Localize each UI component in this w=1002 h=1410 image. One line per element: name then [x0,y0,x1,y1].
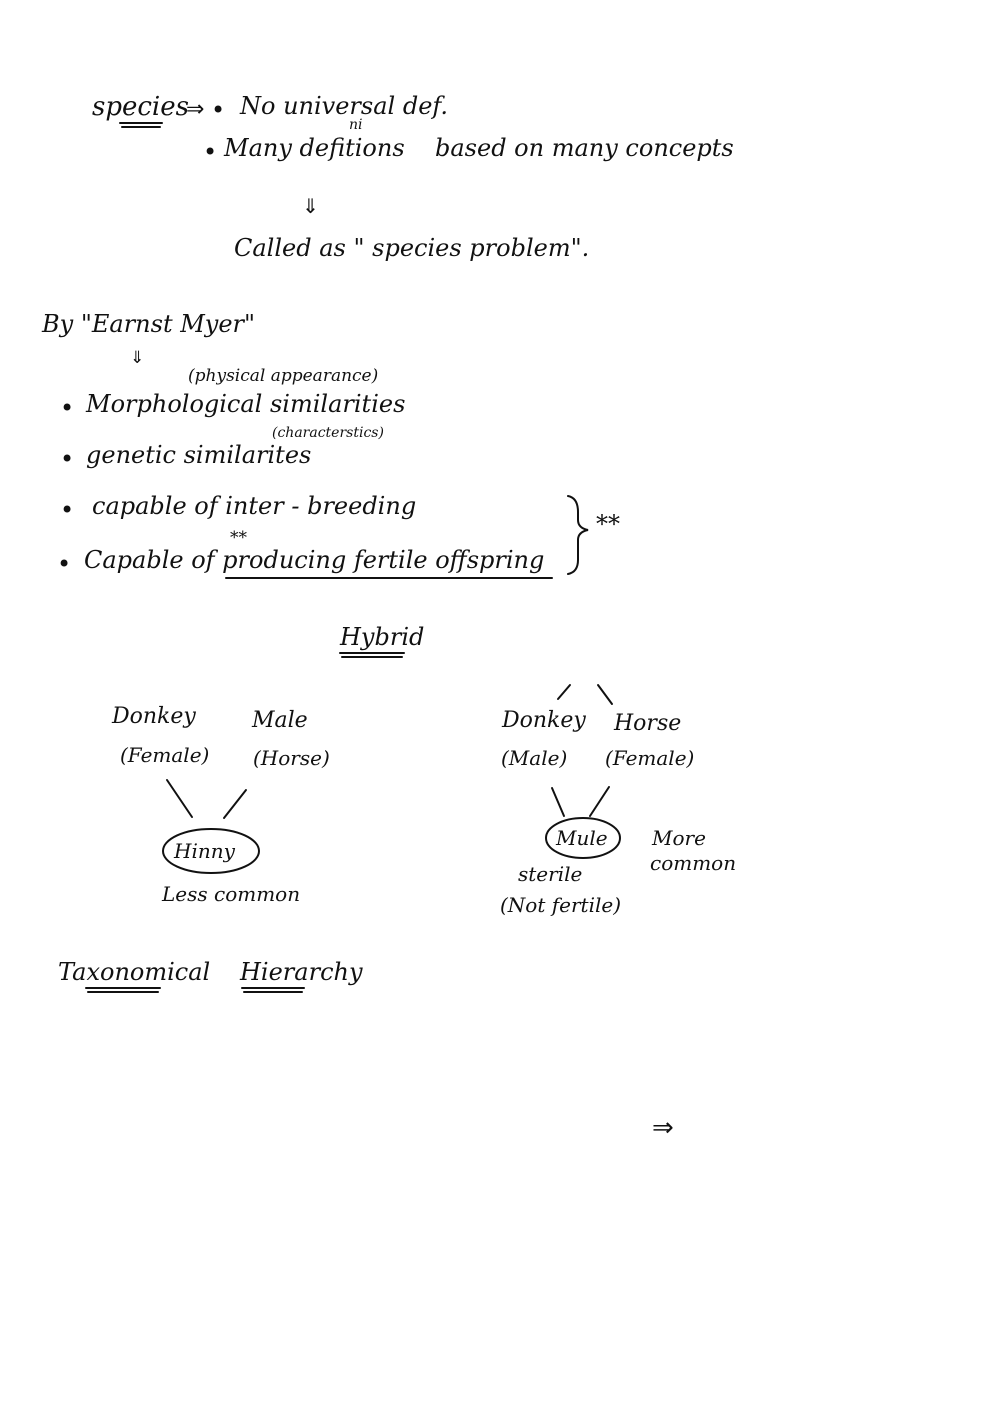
brace-stroke [568,496,588,574]
cross-stroke [552,788,564,816]
species-arrow: ⇒ [186,97,205,122]
species-point-no-universal-def: No universal def. [240,92,449,120]
insert-correction-mark: ni [349,117,363,133]
cross-stroke [558,685,570,699]
hinny-parent-donkey: Donkey [112,704,196,729]
criterion-genetic: genetic similarites [86,441,312,469]
hinny-offspring: Hinny [174,839,235,863]
bullet: • [60,394,75,422]
mule-offspring: Mule [556,826,608,850]
criterion-note-characteristics: (characterstics) [272,425,384,441]
bullet: • [203,138,218,166]
mule-parent-donkey: Donkey [502,708,586,733]
criterion-fertile-offspring: Capable of producing fertile offspring [84,546,545,574]
down-arrow-icon: ⇓ [302,194,319,218]
hybrid-title: Hybrid [340,623,425,651]
hinny-parent-male: Male [252,708,308,733]
cross-stroke [590,787,609,816]
mule-not-fertile: (Not fertile) [500,893,622,917]
bullet: • [60,496,75,524]
mule-parent-horse: Horse [614,711,682,736]
bullet: • [60,445,75,473]
hinny-note: Less common [162,882,301,906]
taxonomy-heading-word2: Hierarchy [240,958,363,986]
species-problem-line: Called as " species problem". [234,234,590,262]
taxonomy-heading-word1: Taxonomical [58,958,211,986]
species-point-based-on-concepts: based on many concepts [435,134,734,162]
mule-parent-horse-sex: (Female) [605,746,695,770]
cross-stroke [224,790,246,818]
brace-stars: ** [596,510,620,538]
mule-note-common: common [650,851,737,875]
mule-sterile: sterile [518,862,583,886]
criterion-interbreeding: capable of inter - breeding [92,492,417,520]
criterion-stars: ** [230,528,247,548]
cross-stroke [167,780,192,817]
hinny-parent-donkey-sex: (Female) [120,743,210,767]
mule-parent-donkey-sex: (Male) [501,746,568,770]
bullet: • [211,96,226,124]
criterion-morphological: Morphological similarities [86,390,406,418]
criterion-note-physical-appearance: (physical appearance) [188,366,379,386]
bullet: • [57,550,72,578]
down-arrow-icon: ⇓ [130,348,145,368]
hinny-oval [163,829,259,873]
species-point-many-definitions: Many defitions [224,134,405,162]
cross-stroke [598,685,612,704]
next-page-arrow: ⇒ [652,1113,674,1143]
mayr-by-line: By "Earnst Myer" [42,310,256,338]
mule-oval [546,818,620,858]
mule-note-more: More [652,826,706,850]
hinny-parent-horse: (Horse) [253,746,330,770]
species-heading: species [92,92,189,122]
